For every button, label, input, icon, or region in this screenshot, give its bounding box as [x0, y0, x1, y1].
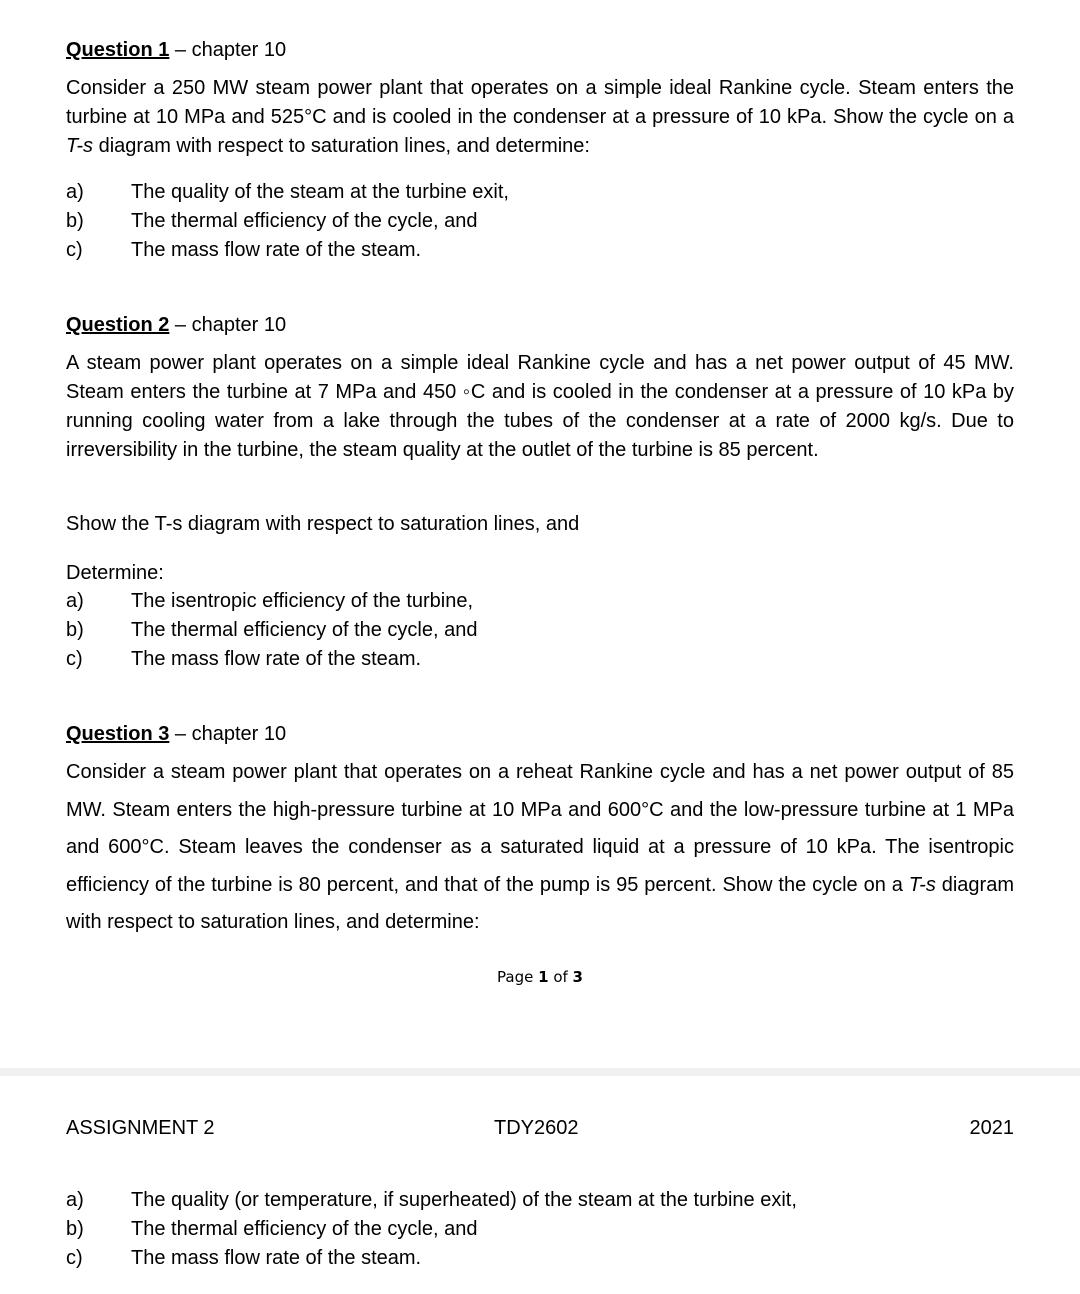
question-1-text-b: diagram with respect to saturation lines, and determine:: [93, 135, 590, 157]
page-separator: [0, 1068, 1080, 1076]
list-item: [66, 1244, 1014, 1273]
item-letter: a): [66, 590, 84, 612]
question-3-label: Question 3: [66, 723, 170, 745]
question-3-body: [66, 754, 1014, 942]
page-footer: [0, 968, 1080, 986]
list-item: [66, 207, 1014, 236]
item-letter: c): [66, 239, 83, 261]
item-letter: b): [66, 210, 84, 232]
list-item: [66, 616, 1014, 645]
item-text: The mass flow rate of the steam.: [131, 239, 422, 261]
question-1-ts-italic: T-s: [66, 135, 94, 157]
list-item: [66, 645, 1014, 674]
item-text: The mass flow rate of the steam.: [131, 648, 422, 670]
question-2-label: Question 2: [66, 314, 170, 336]
question-3-text-b: diagram with respect to saturation lines, and determine:: [66, 873, 1014, 933]
footer-total-pages: 3: [572, 968, 583, 986]
list-item: [66, 1215, 1014, 1244]
question-1-list: [66, 178, 1014, 265]
item-letter: c): [66, 648, 83, 670]
question-2-determine: Determine:: [66, 562, 164, 584]
list-item: [66, 236, 1014, 265]
question-3-heading: [66, 722, 286, 746]
item-text: The quality of the steam at the turbine exit,: [131, 181, 509, 203]
item-letter: a): [66, 1189, 84, 1211]
item-text: The quality (or temperature, if superheated) of the steam at the turbine exit,: [131, 1189, 797, 1211]
question-1-chapter: – chapter 10: [169, 39, 287, 61]
question-2-paragraph: A steam power plant operates on a simple ideal Rankine cycle and has a net power output of 45 MW. Steam enters the turbine at 7 MPa and 450 ◦C and is cooled in the condenser at a pressure of 10 kPa by running cooling water from a lake through the tubes of the condenser at a rate of 2000 kg/s. Due to irreversibility in the turbine, the steam quality at the outlet of the turbine is 85 percent.: [66, 352, 1014, 461]
header-assignment: ASSIGNMENT 2: [66, 1117, 215, 1139]
question-1-label: Question 1: [66, 39, 170, 61]
question-2-body: [66, 349, 1014, 465]
list-item: [66, 587, 1014, 616]
item-text: The thermal efficiency of the cycle, and: [131, 619, 478, 641]
question-3-list: [66, 1186, 1014, 1273]
item-text: The thermal efficiency of the cycle, and: [131, 210, 478, 232]
footer-of: of: [548, 968, 573, 986]
item-letter: c): [66, 1247, 83, 1269]
question-3-text-a: Consider a steam power plant that operates on a reheat Rankine cycle and has a net power output of 85 MW. Steam enters the high-pressure turbine at 10 MPa and 600°C and the low-pressure turbine at 1 MPa and 600°C. Steam leaves the condenser as a saturated liquid at a pressure of 10 kPa. The isentropic efficiency of the turbine is 80 percent, and that of the pump is 95 percent. Show the cycle on a: [66, 761, 1014, 896]
question-2-list: [66, 587, 1014, 674]
question-1-body: [66, 74, 1014, 161]
item-text: The mass flow rate of the steam.: [131, 1247, 422, 1269]
question-3-paragraph: [66, 754, 1014, 942]
question-2-show-line: Show the T-s diagram with respect to saturation lines, and: [66, 513, 580, 535]
question-2-heading: [66, 313, 286, 337]
question-3-chapter: – chapter 10: [169, 723, 287, 745]
item-letter: a): [66, 181, 84, 203]
question-1-paragraph: [66, 74, 1014, 161]
question-3-ts-italic: T-s: [908, 873, 936, 896]
document-page-2: [0, 1076, 1080, 1294]
item-text: The thermal efficiency of the cycle, and: [131, 1218, 478, 1240]
footer-prefix: Page: [497, 968, 539, 986]
footer-current-page: 1: [538, 968, 549, 986]
header-year: 2021: [969, 1117, 1014, 1139]
list-item: [66, 1186, 1014, 1215]
item-text: The isentropic efficiency of the turbine,: [131, 590, 474, 612]
question-1-text-a: Consider a 250 MW steam power plant that operates on a simple ideal Rankine cycle. Steam enters the turbine at 10 MPa and 525°C and is cooled in the condenser at a pressure of 10 kPa. Show the cycle on a: [66, 77, 1014, 128]
list-item: [66, 178, 1014, 207]
item-letter: b): [66, 1218, 84, 1240]
question-1-heading: [66, 38, 286, 62]
header-course-code: TDY2602: [494, 1117, 579, 1139]
item-letter: b): [66, 619, 84, 641]
question-2-chapter: – chapter 10: [169, 314, 287, 336]
